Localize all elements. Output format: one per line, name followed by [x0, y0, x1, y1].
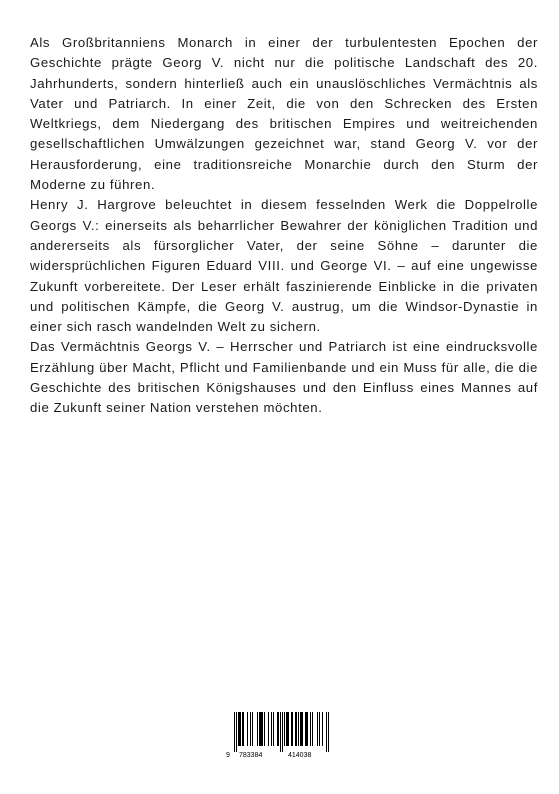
barcode-bar [292, 712, 293, 746]
barcode-bar [259, 712, 260, 746]
barcode-left-group: 783384 [239, 752, 263, 759]
barcode-bar [307, 712, 308, 746]
barcode-bar [236, 712, 237, 752]
barcode-bar [234, 712, 235, 752]
barcode-bar [250, 712, 251, 746]
barcode-bar [301, 712, 302, 746]
barcode-bar [252, 712, 253, 746]
barcode-bar [319, 712, 320, 746]
barcode-bar [295, 712, 296, 746]
barcode-bar [261, 712, 262, 746]
isbn-barcode [225, 712, 335, 760]
barcode-bar [240, 712, 241, 746]
barcode-bar [306, 712, 307, 746]
barcode-bars [225, 712, 335, 752]
back-cover-blurb [30, 33, 538, 419]
barcode-bar [326, 712, 327, 752]
barcode-bar [278, 712, 279, 746]
barcode-bar [298, 712, 299, 746]
barcode-bar [282, 712, 283, 752]
barcode-bar [296, 712, 297, 746]
barcode-bar [277, 712, 278, 746]
barcode-digits [225, 751, 335, 760]
barcode-bar [268, 712, 269, 746]
barcode-bar [238, 712, 239, 746]
barcode-bar [280, 712, 281, 752]
blurb-paragraph: Henry J. Hargrove beleuchtet in diesem fesselnden Werk die Doppelrolle Georgs V.: einerseits als beharrlicher Bewahrer der königlichen Tradition und andererseits als fürsorglicher Vater, der seine Söhne – darunter die widersprüchlichen Figuren Eduard VIII. und George VI. – auf eine ungewisse Zukunft vorbereitete. Der Leser erhält faszinierende Einblicke in die privaten und politischen Kämpfe, die Georg V. austrug, um die Windsor-Dynastie in einer sich rasch wandelnden Welt zu sichern. [30, 197, 538, 335]
barcode-bar [242, 712, 243, 746]
barcode-bar [310, 712, 311, 746]
barcode-right-group: 414038 [288, 752, 312, 759]
barcode-bar [284, 712, 285, 746]
barcode-bar [288, 712, 289, 746]
barcode-bar [257, 712, 258, 746]
barcode-bar [273, 712, 274, 746]
barcode-bar [271, 712, 272, 746]
barcode-bar [328, 712, 329, 752]
barcode-bar [322, 712, 323, 746]
barcode-bar [302, 712, 303, 746]
barcode-bar [247, 712, 248, 746]
barcode-bar [317, 712, 318, 746]
barcode-bar [243, 712, 244, 746]
barcode-bar [305, 712, 306, 746]
barcode-bar [300, 712, 301, 746]
barcode-bar [286, 712, 287, 746]
barcode-first-digit: 9 [226, 752, 230, 759]
blurb-paragraph: Als Großbritanniens Monarch in einer der turbulentesten Epochen der Geschichte prägte Georg V. nicht nur die politische Landschaft des 20. Jahrhunderts, sondern hinterließ auch ein unauslöschliches Vermächtnis als Vater und Patriarch. In einer Zeit, die von den Schrecken des Ersten Weltkriegs, dem Niedergang des britischen Empires und weitreichenden gesellschaftlichen Umwälzungen gezeichnet war, stand Georg V. vor der Herausforderung, eine traditionsreiche Monarchie durch den Sturm der Moderne zu führen. [30, 35, 538, 193]
barcode-bar [264, 712, 265, 746]
barcode-bar [291, 712, 292, 746]
barcode-bar [239, 712, 240, 746]
barcode-bar [287, 712, 288, 746]
barcode-bar [260, 712, 261, 746]
barcode-bar [312, 712, 313, 746]
barcode-bar [262, 712, 263, 746]
blurb-paragraph: Das Vermächtnis Georgs V. – Herrscher und Patriarch ist eine eindrucksvolle Erzählung über Macht, Pflicht und Familienbande und ein Muss für alle, die die Geschichte des britischen Königshauses und den Einfluss eines Mannes auf die Zukunft seiner Nation verstehen möchten. [30, 339, 538, 416]
